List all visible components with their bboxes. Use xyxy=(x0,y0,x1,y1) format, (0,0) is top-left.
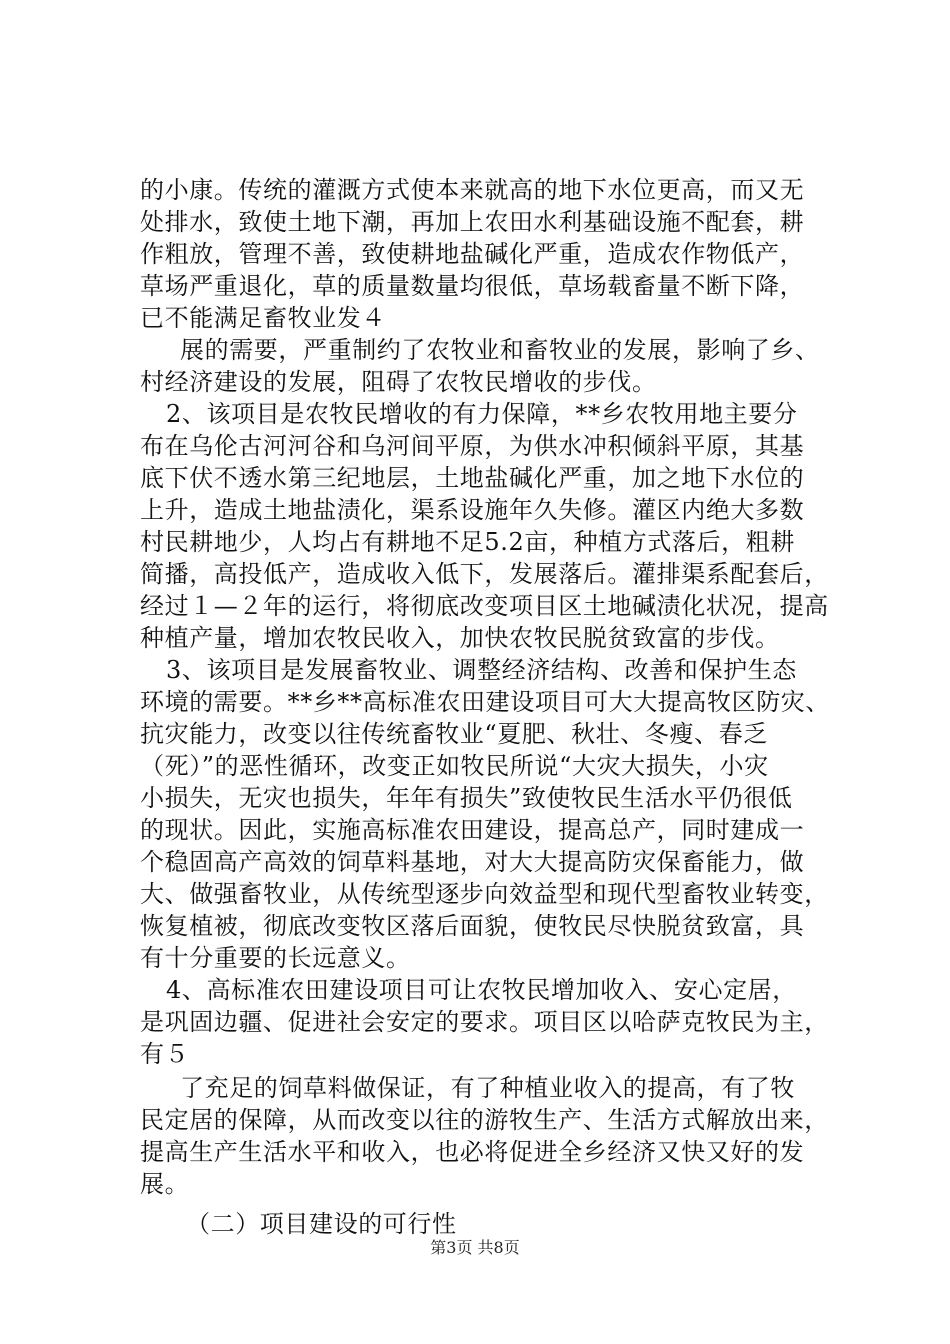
text-line: 个稳固高产高效的饲草料基地，对大大提高防灾保畜能力，做 xyxy=(140,848,805,876)
text-line: 大、做强畜牧业，从传统型逐步向效益型和现代型畜牧业转变， xyxy=(140,880,829,908)
text-line: 的小康。传统的灌溉方式使本来就高的地下水位更高，而又无 xyxy=(140,176,805,204)
section-heading: （二）项目建设的可行性 xyxy=(186,1210,457,1238)
text-line: 抗灾能力，改变以往传统畜牧业“夏肥、秋壮、冬瘦、春乏 xyxy=(140,720,768,748)
text-line: 有十分重要的长远意义。 xyxy=(140,944,411,972)
text-line: （死）”的恶性循环，改变正如牧民所说“大灾大损失，小灾 xyxy=(140,752,769,780)
text-line: 环境的需要。**乡**高标准农田建设项目可大大提高牧区防灾、 xyxy=(140,688,830,716)
text-line: 处排水，致使土地下潮，再加上农田水利基础设施不配套，耕 xyxy=(140,208,805,236)
text-line: 村民耕地少，人均占有耕地不足5.2亩，种植方式落后，粗耕 xyxy=(140,528,795,556)
text-line: 了充足的饲草料做保证，有了种植业收入的提高，有了牧 xyxy=(180,1074,795,1102)
text-line: 已不能满足畜牧业发４ xyxy=(140,304,386,332)
text-line: 展。 xyxy=(140,1170,190,1198)
text-line: 展的需要，严重制约了农牧业和畜牧业的发展，影响了乡、 xyxy=(180,336,820,364)
text-line: 是巩固边疆、促进社会安定的要求。项目区以哈萨克牧民为主， xyxy=(140,1008,829,1036)
page-footer: 第3页 共8页 xyxy=(430,1238,520,1257)
text-line: 村经济建设的发展，阻碍了农牧民增收的步伐。 xyxy=(140,368,657,396)
text-line: 简播，高投低产，造成收入低下，发展落后。灌排渠系配套后， xyxy=(140,560,829,588)
text-line: 底下伏不透水第三纪地层，土地盐碱化严重，加之地下水位的 xyxy=(140,464,805,492)
text-line: 上升，造成土地盐渍化，渠系设施年久失修。灌区内绝大多数 xyxy=(140,496,805,524)
text-line: 恢复植被，彻底改变牧区落后面貌，使牧民尽快脱贫致富，具 xyxy=(140,912,805,940)
text-line: 小损失，无灾也损失，年年有损失”致使牧民生活水平仍很低 xyxy=(140,784,793,812)
paragraph-start-line: 2、该项目是农牧民增收的有力保障，**乡农牧用地主要分 xyxy=(166,400,798,428)
text-line: 作粗放，管理不善，致使耕地盐碱化严重，造成农作物低产， xyxy=(140,240,805,268)
text-line: 的现状。因此，实施高标准农田建设，提高总产，同时建成一 xyxy=(140,816,805,844)
text-line: 民定居的保障，从而改变以往的游牧生产、生活方式解放出来， xyxy=(140,1106,829,1134)
text-line: 布在乌伦古河河谷和乌河间平原，为供水冲积倾斜平原，其基 xyxy=(140,432,805,460)
text-line: 有５ xyxy=(140,1040,190,1068)
text-line: 草场严重退化，草的质量数量均很低，草场载畜量不断下降， xyxy=(140,272,805,300)
text-line: 经过１—２年的运行，将彻底改变项目区土地碱渍化状况，提高 xyxy=(140,592,829,620)
text-line: 提高生产生活水平和收入，也必将促进全乡经济又快又好的发 xyxy=(140,1138,805,1166)
paragraph-start-line: 3、该项目是发展畜牧业、调整经济结构、改善和保护生态 xyxy=(166,656,797,684)
paragraph-start-line: 4、高标准农田建设项目可让农牧民增加收入、安心定居， xyxy=(166,976,797,1004)
text-line: 种植产量，增加农牧民收入，加快农牧民脱贫致富的步伐。 xyxy=(140,624,780,652)
